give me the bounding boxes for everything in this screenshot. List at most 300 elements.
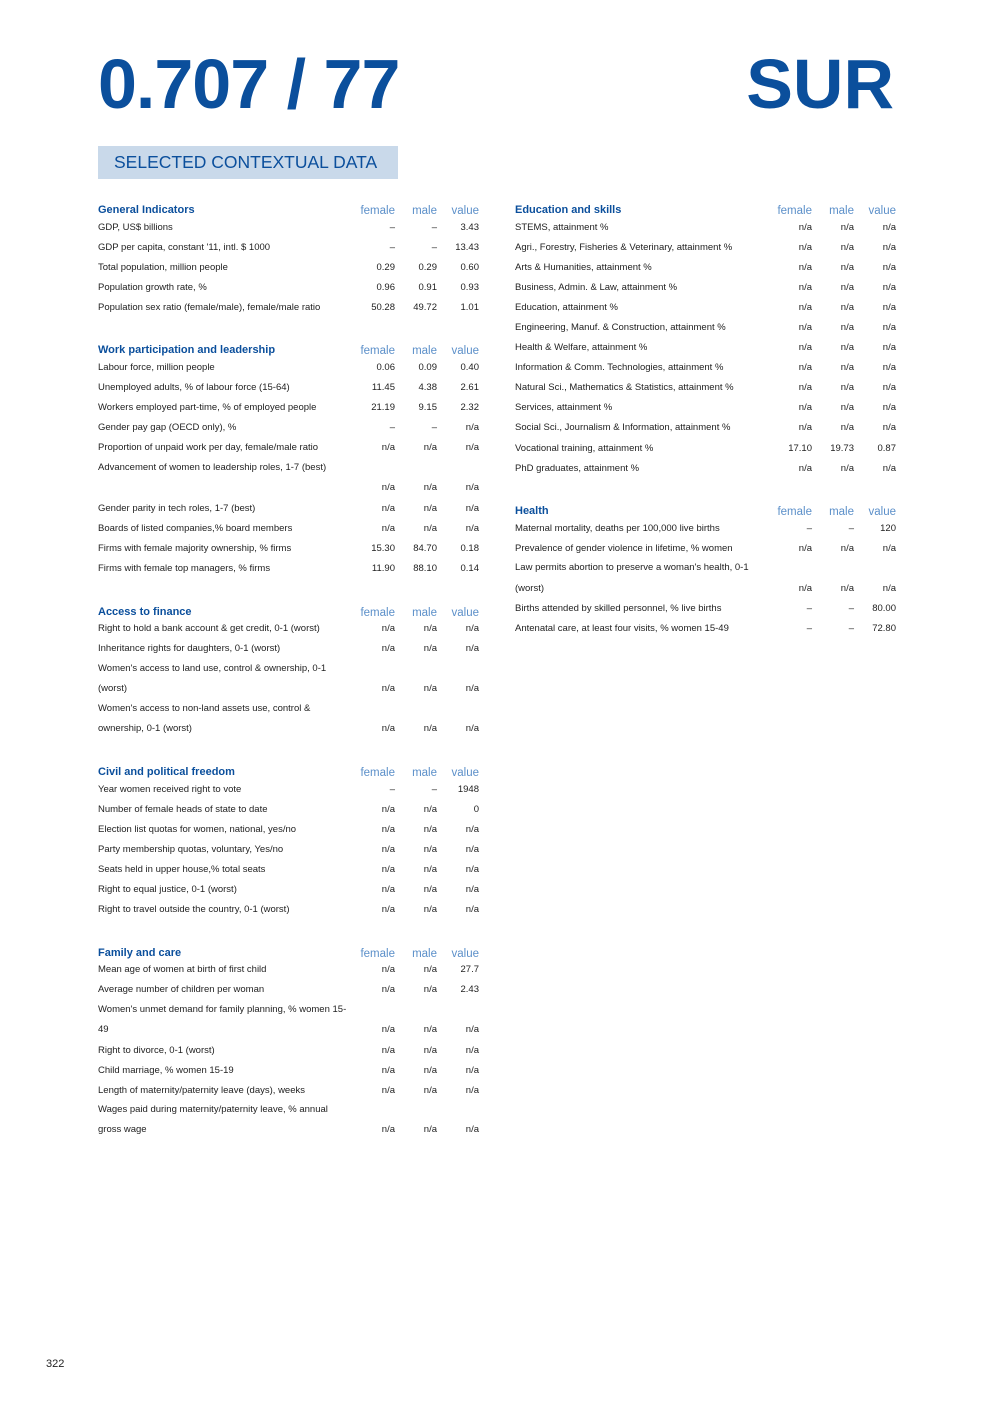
row-label: Gender parity in tech roles, 1-7 (best) — [98, 502, 256, 514]
cell-female: n/a — [381, 1044, 395, 1056]
row-label: Seats held in upper house,% total seats — [98, 863, 266, 875]
table-row — [515, 217, 896, 237]
cell-female: 21.19 — [371, 402, 395, 414]
row-label: Natural Sci., Mathematics & Statistics, attainment % — [515, 382, 734, 394]
row-label: Boards of listed companies,% board members — [98, 522, 293, 534]
column-header-female: female — [360, 345, 395, 358]
cell-value: 0.40 — [460, 362, 479, 374]
cell-value: n/a — [465, 1124, 479, 1136]
row-label: Engineering, Manuf. & Construction, attainment % — [515, 322, 726, 334]
table-row — [98, 257, 479, 277]
cell-value: n/a — [882, 402, 896, 414]
column-header-male: male — [412, 947, 437, 960]
section-header — [515, 498, 896, 518]
row-label: Length of maternity/paternity leave (days), weeks — [98, 1084, 305, 1096]
section-header — [98, 940, 479, 960]
cell-female: n/a — [798, 582, 812, 594]
table-row — [98, 297, 479, 317]
cell-male: n/a — [423, 964, 437, 976]
cell-male: n/a — [423, 1044, 437, 1056]
cell-female: n/a — [381, 1084, 395, 1096]
cell-male: n/a — [840, 281, 854, 293]
column-header-value: value — [451, 767, 479, 780]
cell-female: n/a — [798, 281, 812, 293]
row-label: PhD graduates, attainment % — [515, 462, 640, 474]
cell-female: n/a — [381, 1064, 395, 1076]
cell-female: n/a — [381, 682, 395, 694]
column-header-female: female — [360, 767, 395, 780]
cell-female: n/a — [798, 542, 812, 554]
cell-male: n/a — [423, 803, 437, 815]
cell-value: n/a — [882, 422, 896, 434]
row-label: Total population, million people — [98, 261, 228, 273]
cell-value: 0.14 — [460, 562, 479, 574]
cell-male: n/a — [423, 502, 437, 514]
column-header-value: value — [451, 606, 479, 619]
cell-male: 84.70 — [413, 542, 437, 554]
row-label: Child marriage, % women 15-19 — [98, 1064, 234, 1076]
row-label: Women's access to non-land assets use, control & ownership, 0-1 (worst) — [98, 702, 311, 734]
row-label: Right to hold a bank account & get credit, 0-1 (worst) — [98, 623, 320, 635]
table-row — [98, 880, 479, 900]
country-code: SUR — [746, 45, 894, 123]
table-row — [98, 659, 479, 699]
table-row — [98, 839, 479, 859]
table-row — [515, 358, 896, 378]
cell-female: n/a — [381, 964, 395, 976]
cell-value: 3.43 — [460, 221, 479, 233]
column-header-female: female — [360, 606, 395, 619]
cell-male: n/a — [840, 542, 854, 554]
row-label: Labour force, million people — [98, 362, 215, 374]
table-row — [98, 398, 479, 418]
section-title: Work participation and leadership — [98, 344, 276, 357]
cell-male: – — [431, 422, 437, 434]
section-title: Access to finance — [98, 605, 192, 618]
table-row — [98, 237, 479, 257]
cell-female: n/a — [381, 1024, 395, 1035]
cell-value: n/a — [882, 301, 896, 313]
cell-female: 11.45 — [371, 382, 395, 394]
cell-female: n/a — [381, 522, 395, 534]
cell-female: n/a — [798, 301, 812, 313]
table-row — [98, 558, 479, 578]
table-row — [515, 317, 896, 337]
cell-female: n/a — [798, 422, 812, 434]
cell-female: n/a — [381, 863, 395, 875]
table-row — [515, 438, 896, 458]
cell-male: n/a — [840, 342, 854, 354]
cell-male: n/a — [840, 362, 854, 374]
section-access-to-finance — [98, 599, 479, 740]
section-header — [98, 197, 479, 217]
table-row — [98, 980, 479, 1000]
table-row — [98, 277, 479, 297]
row-label: Maternal mortality, deaths per 100,000 live births — [515, 522, 720, 534]
table-row — [515, 378, 896, 398]
cell-value: n/a — [465, 442, 479, 454]
row-label: Inheritance rights for daughters, 0-1 (worst) — [98, 643, 281, 655]
cell-value: 1948 — [457, 783, 479, 795]
table-row — [515, 237, 896, 257]
cell-female: – — [389, 241, 395, 253]
cell-female: n/a — [381, 823, 395, 835]
cell-male: n/a — [840, 322, 854, 334]
table-row — [98, 1100, 479, 1140]
cell-value: n/a — [465, 823, 479, 835]
cell-male: 0.09 — [418, 362, 437, 374]
cell-male: 0.91 — [418, 281, 437, 293]
cell-value: 27.7 — [460, 964, 479, 976]
cell-male: 19.73 — [830, 442, 854, 454]
row-label: Services, attainment % — [515, 402, 613, 414]
section-family-and-care — [98, 940, 479, 1141]
column-header-value: value — [451, 947, 479, 960]
cell-value: n/a — [465, 1044, 479, 1056]
table-row — [98, 779, 479, 799]
cell-female: n/a — [798, 261, 812, 273]
table-row — [98, 438, 479, 458]
cell-female: n/a — [381, 442, 395, 454]
cell-male: n/a — [840, 221, 854, 233]
cell-value: n/a — [465, 682, 479, 694]
row-label: Average number of children per woman — [98, 984, 265, 996]
column-header-female: female — [777, 506, 812, 519]
cell-male: n/a — [423, 1084, 437, 1096]
cell-male: n/a — [840, 261, 854, 273]
cell-value: 2.61 — [460, 382, 479, 394]
cell-male: – — [848, 522, 854, 534]
row-label: Vocational training, attainment % — [515, 442, 654, 454]
cell-male: – — [431, 241, 437, 253]
row-label: Gender pay gap (OECD only), % — [98, 422, 237, 434]
table-row — [98, 1060, 479, 1080]
column-header-value: value — [451, 345, 479, 358]
cell-female: n/a — [798, 342, 812, 354]
cell-male: – — [431, 783, 437, 795]
cell-female: 11.90 — [371, 562, 395, 574]
section-title: Health — [515, 505, 549, 518]
table-row — [515, 338, 896, 358]
cell-male: n/a — [423, 984, 437, 996]
table-row — [98, 819, 479, 839]
right-column — [515, 197, 896, 659]
cell-value: n/a — [465, 643, 479, 655]
table-row — [98, 619, 479, 639]
row-label: Party membership quotas, voluntary, Yes/no — [98, 843, 284, 855]
column-header-male: male — [829, 506, 854, 519]
cell-value: n/a — [465, 884, 479, 896]
cell-male: – — [848, 603, 854, 615]
cell-male: 49.72 — [413, 301, 437, 313]
cell-value: n/a — [465, 1084, 479, 1096]
cell-male: n/a — [840, 462, 854, 474]
cell-female: n/a — [381, 502, 395, 514]
column-header-value: value — [868, 205, 896, 217]
column-header-male: male — [412, 767, 437, 780]
cell-female: – — [806, 522, 812, 534]
cell-male: n/a — [840, 402, 854, 414]
cell-male: n/a — [423, 823, 437, 835]
cell-value: n/a — [465, 422, 479, 434]
column-header-male: male — [412, 205, 437, 217]
cell-value: n/a — [465, 843, 479, 855]
column-header-male: male — [412, 606, 437, 619]
cell-female: n/a — [798, 402, 812, 414]
cell-male: n/a — [423, 843, 437, 855]
cell-value: n/a — [465, 904, 479, 916]
section-banner: SELECTED CONTEXTUAL DATA — [98, 146, 398, 179]
cell-male: n/a — [840, 422, 854, 434]
row-label: Mean age of women at birth of first child — [98, 964, 267, 976]
cell-value: n/a — [882, 281, 896, 293]
cell-male: n/a — [423, 623, 437, 635]
cell-value: 0.87 — [877, 442, 896, 454]
cell-female: 0.29 — [376, 261, 395, 273]
cell-value: n/a — [882, 261, 896, 273]
row-label: Antenatal care, at least four visits, % women 15-49 — [515, 623, 729, 635]
cell-value: n/a — [465, 1064, 479, 1076]
table-row — [515, 538, 896, 558]
cell-female: 17.10 — [788, 442, 812, 454]
table-row — [98, 217, 479, 237]
row-label: GDP per capita, constant '11, intl. $ 1000 — [98, 241, 271, 253]
cell-male: n/a — [423, 722, 437, 734]
table-row — [98, 900, 479, 920]
cell-value: n/a — [465, 482, 479, 494]
cell-male: n/a — [423, 482, 437, 494]
cell-male: 0.29 — [418, 261, 437, 273]
cell-female: n/a — [381, 1124, 395, 1136]
cell-female: n/a — [798, 221, 812, 233]
row-label: Firms with female top managers, % firms — [98, 562, 271, 574]
cell-male: n/a — [840, 241, 854, 253]
cell-value: 0.60 — [460, 261, 479, 273]
table-row — [515, 297, 896, 317]
cell-male: 9.15 — [418, 402, 437, 414]
cell-female: 50.28 — [371, 301, 395, 313]
table-row — [515, 257, 896, 277]
row-label: Population growth rate, % — [98, 281, 207, 293]
cell-value: n/a — [882, 241, 896, 253]
cell-female: 0.96 — [376, 281, 395, 293]
row-label: Wages paid during maternity/paternity leave, % annual gross wage — [98, 1104, 328, 1136]
table-row — [515, 518, 896, 538]
cell-value: 0.18 — [460, 542, 479, 554]
cell-male: n/a — [423, 863, 437, 875]
table-row — [515, 418, 896, 438]
table-row — [98, 518, 479, 538]
cell-value: 120 — [880, 522, 896, 534]
cell-male: n/a — [423, 884, 437, 896]
cell-female: n/a — [381, 803, 395, 815]
row-label: Workers employed part-time, % of employed people — [98, 402, 317, 414]
page-number: 322 — [46, 1358, 65, 1370]
cell-value: 1.01 — [460, 301, 479, 313]
section-header — [98, 759, 479, 779]
section-header — [98, 599, 479, 619]
row-label: Women's unmet demand for family planning, % women 15-49 — [98, 1003, 347, 1035]
row-label: Women's access to land use, control & ownership, 0-1 (worst) — [98, 662, 327, 694]
cell-male: 4.38 — [418, 382, 437, 394]
cell-male: n/a — [423, 1124, 437, 1136]
section-health — [515, 498, 896, 639]
table-row — [98, 418, 479, 438]
row-label: Election list quotas for women, national, yes/no — [98, 823, 297, 835]
row-label: Right to divorce, 0-1 (worst) — [98, 1044, 215, 1056]
cell-value: n/a — [882, 342, 896, 354]
section-header — [515, 197, 896, 217]
table-row — [98, 498, 479, 518]
row-label: Firms with female majority ownership, % firms — [98, 542, 292, 554]
cell-female: – — [806, 623, 812, 635]
column-header-female: female — [360, 947, 395, 960]
table-row — [98, 1040, 479, 1060]
table-row — [515, 619, 896, 639]
cell-male: – — [848, 623, 854, 635]
cell-male: 88.10 — [413, 562, 437, 574]
column-header-value: value — [451, 205, 479, 217]
table-row — [98, 639, 479, 659]
cell-value: n/a — [465, 722, 479, 734]
row-label: GDP, US$ billions — [98, 221, 173, 233]
cell-male: n/a — [423, 522, 437, 534]
cell-female: n/a — [381, 623, 395, 635]
row-label: STEMS, attainment % — [515, 221, 609, 233]
cell-female: n/a — [798, 322, 812, 334]
cell-value: n/a — [465, 863, 479, 875]
cell-male: n/a — [423, 442, 437, 454]
table-row — [515, 599, 896, 619]
row-label: Law permits abortion to preserve a woman's health, 0-1 (worst) — [515, 562, 749, 594]
section-title: General Indicators — [98, 204, 195, 216]
cell-female: – — [389, 783, 395, 795]
row-label: Prevalence of gender violence in lifetime, % women — [515, 542, 733, 554]
column-header-male: male — [829, 205, 854, 217]
cell-female: 15.30 — [371, 542, 395, 554]
row-label: Population sex ratio (female/male), female/male ratio — [98, 301, 321, 313]
cell-male: n/a — [423, 1064, 437, 1076]
cell-value: n/a — [882, 382, 896, 394]
cell-value: 13.43 — [455, 241, 479, 253]
cell-male: n/a — [423, 904, 437, 916]
row-label: Unemployed adults, % of labour force (15-64) — [98, 382, 290, 394]
left-column — [98, 197, 479, 1161]
table-row — [98, 538, 479, 558]
cell-male: n/a — [423, 682, 437, 694]
table-row — [515, 398, 896, 418]
section-header — [98, 337, 479, 357]
table-row — [98, 799, 479, 819]
table-row — [98, 960, 479, 980]
cell-value: n/a — [882, 542, 896, 554]
cell-value: 72.80 — [872, 623, 896, 635]
cell-female: n/a — [381, 643, 395, 655]
column-header-female: female — [777, 205, 812, 217]
cell-female: n/a — [798, 382, 812, 394]
cell-female: n/a — [798, 362, 812, 374]
column-header-value: value — [868, 506, 896, 519]
cell-male: n/a — [840, 301, 854, 313]
table-row — [98, 378, 479, 398]
row-label: Number of female heads of state to date — [98, 803, 268, 815]
cell-male: n/a — [840, 582, 854, 594]
cell-male: n/a — [423, 1024, 437, 1035]
cell-value: n/a — [465, 522, 479, 534]
row-label: Business, Admin. & Law, attainment % — [515, 281, 678, 293]
section-general-indicators — [98, 197, 479, 317]
cell-value: 2.43 — [460, 984, 479, 996]
cell-value: 0.93 — [460, 281, 479, 293]
cell-female: n/a — [798, 462, 812, 474]
cell-value: 2.32 — [460, 402, 479, 414]
cell-female: n/a — [381, 884, 395, 896]
cell-female: – — [806, 603, 812, 615]
row-label: Agri., Forestry, Fisheries & Veterinary, attainment % — [515, 241, 733, 253]
cell-value: n/a — [882, 362, 896, 374]
table-row — [98, 458, 479, 498]
column-header-female: female — [360, 205, 395, 217]
score-ranking: 0.707 / 77 — [98, 45, 400, 123]
cell-female: n/a — [381, 984, 395, 996]
cell-value: 80.00 — [872, 603, 896, 615]
cell-female: n/a — [381, 904, 395, 916]
cell-value: n/a — [882, 462, 896, 474]
cell-value: n/a — [882, 221, 896, 233]
column-header-male: male — [412, 345, 437, 358]
row-label: Advancement of women to leadership roles, 1-7 (best) — [98, 461, 327, 473]
row-label: Arts & Humanities, attainment % — [515, 261, 652, 273]
cell-value: n/a — [882, 322, 896, 334]
row-label: Health & Welfare, attainment % — [515, 342, 648, 354]
section-civil-and-political-freedom — [98, 759, 479, 920]
cell-value: n/a — [465, 502, 479, 514]
row-label: Social Sci., Journalism & Information, attainment % — [515, 422, 731, 434]
table-row — [98, 357, 479, 377]
row-label: Right to travel outside the country, 0-1 (worst) — [98, 904, 290, 916]
section-title: Civil and political freedom — [98, 766, 235, 779]
row-label: Births attended by skilled personnel, % live births — [515, 603, 722, 615]
row-label: Year women received right to vote — [98, 783, 242, 795]
cell-female: n/a — [381, 722, 395, 734]
table-row — [98, 699, 479, 739]
table-row — [515, 558, 896, 598]
row-label: Right to equal justice, 0-1 (worst) — [98, 884, 237, 896]
row-label: Education, attainment % — [515, 301, 618, 313]
section-education-and-skills — [515, 197, 896, 478]
cell-male: – — [431, 221, 437, 233]
table-row — [515, 277, 896, 297]
row-label: Information & Comm. Technologies, attainment % — [515, 362, 724, 374]
section-title: Family and care — [98, 946, 182, 959]
row-label: Proportion of unpaid work per day, female/male ratio — [98, 442, 319, 454]
cell-female: – — [389, 422, 395, 434]
cell-female: n/a — [381, 843, 395, 855]
cell-value: 0 — [473, 803, 479, 815]
cell-male: n/a — [423, 643, 437, 655]
cell-value: n/a — [465, 1024, 479, 1035]
section-work-participation-and-leadership — [98, 337, 479, 578]
cell-female: 0.06 — [376, 362, 395, 374]
table-row — [98, 1000, 479, 1040]
cell-value: n/a — [882, 582, 896, 594]
section-title: Education and skills — [515, 204, 622, 216]
cell-value: n/a — [465, 623, 479, 635]
cell-male: n/a — [840, 382, 854, 394]
table-row — [98, 859, 479, 879]
cell-female: – — [389, 221, 395, 233]
table-row — [515, 458, 896, 478]
